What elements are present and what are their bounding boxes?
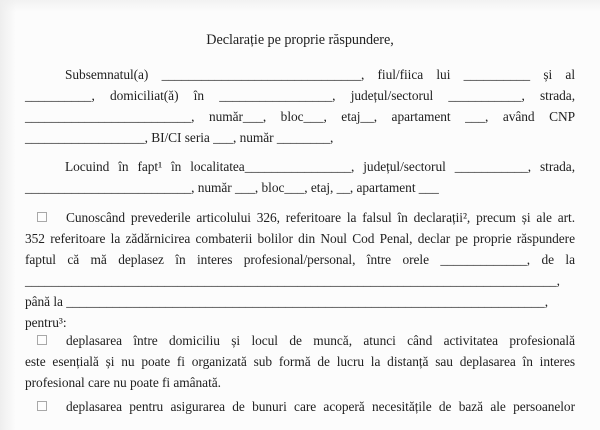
subject-line-4: __________________, BI/CI seria ___, număr ________, — [25, 130, 334, 145]
declaration-purpose-label: pentru³: — [25, 315, 67, 330]
purpose-goods-paragraph-partial — [0, 396, 600, 417]
declaration-line-3: faptul că mă deplasez în interes profesional/personal, între orele _____________, de la — [25, 252, 575, 267]
purpose-goods-line-partial — [25, 396, 575, 417]
purpose-work-line-2: este esențială și nu poate fi organizată sub formă de lucru la distanță sau deplasarea în interes — [25, 354, 575, 369]
subject-line-2: __________, domiciliat(ă) în _________________, județul/sectorul ___________, strada, — [25, 88, 575, 103]
empty-checkbox-icon — [37, 401, 47, 411]
declaration-line-1-text: Cunoscând prevederile articolului 326, referitoare la falsul în declarații², precum și ale art. — [66, 210, 575, 225]
residence-line-1: Locuind în fapt¹ în localitatea________________, județul/sectorul ___________, strada, — [65, 159, 575, 174]
scanned-declaration-document — [0, 30, 600, 430]
declaration-line-2: 352 referitoare la zădărnicirea combaterii bolilor din Noul Cod Penal, declar pe proprie răspundere — [25, 231, 575, 246]
subject-line-1: Subsemnatul(a) ______________________________, fiul/fiica lui __________ și al — [65, 67, 575, 82]
residence-line-2: _________________________, număr ___, bloc___, etaj, __, apartament ___ — [25, 180, 439, 195]
subject-line-3: _________________________, număr___, bloc___, etaj__, apartament ___, având CNP — [25, 109, 575, 124]
declaration-blank-line-until: până la ________________________________________________________________________, — [25, 294, 548, 309]
purpose-work-line-1-text: deplasarea între domiciliu și locul de muncă, atunci când activitatea profesională — [66, 333, 575, 348]
purpose-work-line-1 — [25, 330, 575, 351]
document-title: Declarație pe proprie răspundere, — [206, 32, 394, 48]
purpose-goods-line-text: deplasarea pentru asigurarea de bunuri care acoperă necesitățile de bază ale persoanelor — [66, 399, 575, 414]
purpose-work-paragraph — [0, 330, 600, 393]
empty-checkbox-icon — [37, 212, 47, 222]
declaration-line-1 — [25, 207, 575, 228]
subject-paragraph — [0, 64, 600, 148]
empty-checkbox-icon — [37, 335, 47, 345]
residence-paragraph — [0, 156, 600, 198]
purpose-work-line-3: profesional care nu poate fi amânată. — [25, 375, 221, 390]
declaration-paragraph — [0, 207, 600, 333]
declaration-blank-line-from: ________________________________________________________________________________, — [25, 273, 560, 288]
